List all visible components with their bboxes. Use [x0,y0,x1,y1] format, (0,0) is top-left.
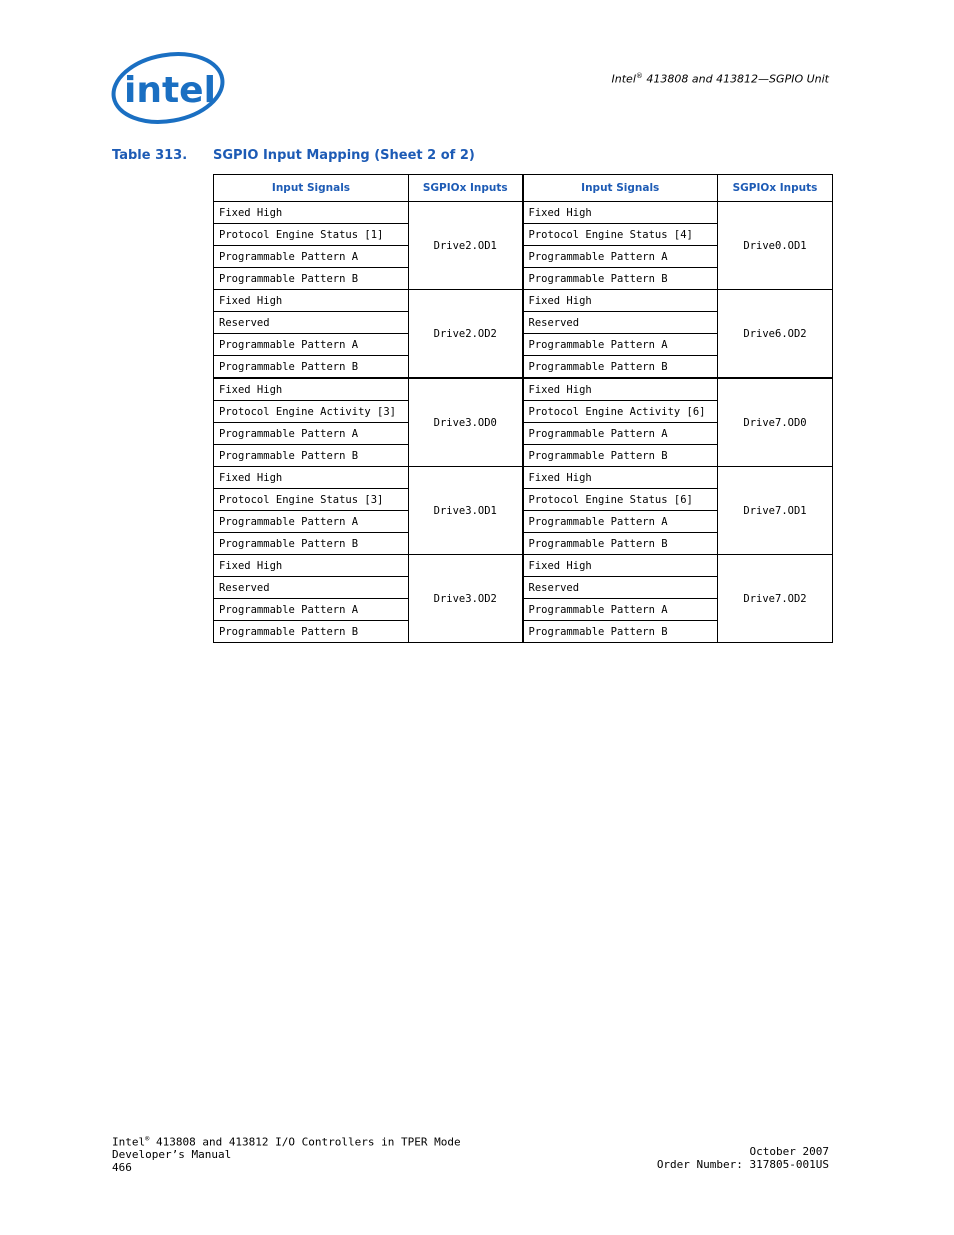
left-input-signal: Programmable Pattern B [214,621,409,643]
header-input-signals-left: Input Signals [214,175,409,202]
footer-order-number: Order Number: 317805-001US [656,1157,829,1171]
right-input-signal: Programmable Pattern B [523,445,718,467]
footer-brand: Intel [112,1135,146,1149]
footer-title-rest: 413808 and 413812 I/O Controllers in TPER Mode [149,1135,461,1149]
table-row [214,290,833,312]
right-input-signal: Programmable Pattern A [523,423,718,445]
right-sgpio-input: Drive0.OD1 [718,202,833,290]
left-sgpio-input: Drive2.OD1 [409,202,523,290]
right-input-signal: Programmable Pattern B [523,621,718,643]
left-sgpio-input: Drive3.OD1 [409,467,523,555]
right-input-signal: Fixed High [523,467,718,489]
left-input-signal: Fixed High [214,467,409,489]
right-input-signal: Protocol Engine Activity [6] [523,401,718,423]
intel-logo-icon [110,50,226,128]
right-input-signal: Fixed High [523,378,718,401]
right-input-signal: Programmable Pattern B [523,268,718,290]
header-sgpiox-inputs-right: SGPIOx Inputs [718,175,833,202]
page-number: 466 [112,1160,132,1174]
left-input-signal: Programmable Pattern A [214,599,409,621]
header-brand: Intel [611,72,636,86]
intel-logo [110,50,226,128]
left-input-signal: Protocol Engine Status [1] [214,224,409,246]
header-sgpiox-inputs-left: SGPIOx Inputs [409,175,523,202]
left-input-signal: Programmable Pattern A [214,334,409,356]
left-input-signal: Programmable Pattern B [214,445,409,467]
table-row [214,467,833,489]
left-input-signal: Programmable Pattern A [214,246,409,268]
right-sgpio-input: Drive6.OD2 [718,290,833,379]
table-caption-text: SGPIO Input Mapping (Sheet 2 of 2) [213,148,475,163]
left-input-signal: Programmable Pattern B [214,533,409,555]
header-input-signals-right: Input Signals [523,175,718,202]
right-input-signal: Programmable Pattern B [523,533,718,555]
left-sgpio-input: Drive2.OD2 [409,290,523,379]
left-input-signal: Fixed High [214,555,409,577]
sgpio-input-mapping-table [213,174,833,643]
right-input-signal: Fixed High [523,202,718,224]
footer-manual: Developer’s Manual [112,1148,232,1162]
table-header-row [214,175,833,202]
footer-doc-title [112,1133,461,1149]
right-input-signal: Programmable Pattern B [523,356,718,379]
table-number: Table 313. [112,148,188,163]
table-row [214,555,833,577]
left-input-signal: Programmable Pattern A [214,511,409,533]
left-input-signal: Programmable Pattern B [214,268,409,290]
right-input-signal: Programmable Pattern A [523,334,718,356]
left-input-signal: Reserved [214,577,409,599]
right-sgpio-input: Drive7.OD0 [718,378,833,467]
right-input-signal: Reserved [523,577,718,599]
header-reg: ® [635,72,643,80]
footer-reg: ® [145,1135,150,1143]
logo-text: intel [124,70,216,111]
right-input-signal: Programmable Pattern A [523,599,718,621]
right-input-signal: Reserved [523,312,718,334]
left-input-signal: Protocol Engine Activity [3] [214,401,409,423]
left-input-signal: Fixed High [214,290,409,312]
right-input-signal: Programmable Pattern A [523,246,718,268]
table-caption [112,148,475,163]
footer-right [657,1146,829,1171]
right-input-signal: Fixed High [523,555,718,577]
header-title: 413808 and 413812—SGPIO Unit [642,72,829,86]
left-input-signal: Programmable Pattern B [214,356,409,379]
running-header [612,72,829,86]
table-row [214,202,833,224]
left-sgpio-input: Drive3.OD0 [409,378,523,467]
right-sgpio-input: Drive7.OD2 [718,555,833,643]
right-sgpio-input: Drive7.OD1 [718,467,833,555]
footer-date: October 2007 [749,1145,829,1158]
right-input-signal: Protocol Engine Status [6] [523,489,718,511]
left-input-signal: Fixed High [214,202,409,224]
left-input-signal: Protocol Engine Status [3] [214,489,409,511]
left-sgpio-input: Drive3.OD2 [409,555,523,643]
right-input-signal: Fixed High [523,290,718,312]
left-input-signal: Fixed High [214,378,409,401]
table-row [214,378,833,401]
left-input-signal: Programmable Pattern A [214,423,409,445]
right-input-signal: Protocol Engine Status [4] [523,224,718,246]
footer-left [112,1133,461,1174]
right-input-signal: Programmable Pattern A [523,511,718,533]
left-input-signal: Reserved [214,312,409,334]
